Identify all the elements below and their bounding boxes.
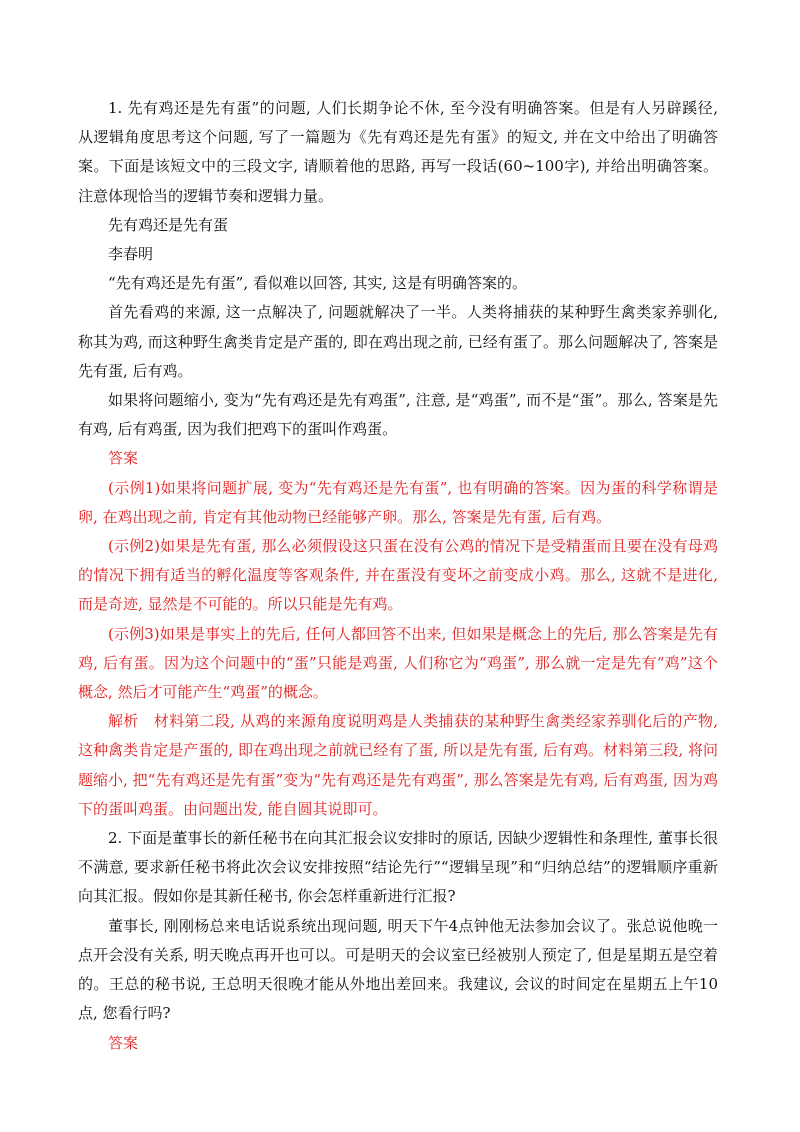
- article-title: 先有鸡还是先有蛋: [108, 215, 229, 234]
- answer-example-1: (示例1)如果将问题扩展, 变为“先有鸡还是先有蛋”, 也有明确的答案。因为蛋的科学称谓是卵, 在鸡出现之前, 肯定有其他动物已经能够产卵。那么, 答案是先有蛋, 后有鸡。: [78, 478, 718, 526]
- answer-example-2: (示例2)如果是先有蛋, 那么必须假设这只蛋在没有公鸡的情况下是受精蛋而且要在没有母鸡的情况下拥有适当的孵化温度等客观条件, 并在蛋没有变坏之前变成小鸡。那么, 这就不是进化, 而是奇迹, 显然是不可能的。所以只能是先有鸡。: [78, 537, 718, 614]
- document-body: [78, 94, 718, 1058]
- analysis-paragraph: 解析 材料第二段, 从鸡的来源角度说明鸡是人类捕获的某种野生禽类经家养驯化后的产物, 这种禽类肯定是产蛋的, 即在鸡出现之前就已经有了蛋, 所以是先有蛋, 后有鸡。材料第三段, 将问题缩小, 把“先有鸡还是先有蛋”变为“先有鸡还是先有鸡蛋”, 那么答案是先有鸡, 后有鸡蛋, 因为鸡下的蛋叫鸡蛋。由问题出发, 能自圆其说即可。: [78, 712, 718, 818]
- article-paragraph-1: “先有鸡还是先有蛋”, 看似难以回答, 其实, 这是有明确答案的。: [108, 274, 527, 293]
- question-1-stem: 1. 先有鸡还是先有蛋”的问题, 人们长期争论不休, 至今没有明确答案。但是有人另辟蹊径, 从逻辑角度思考这个问题, 写了一篇题为《先有鸡还是先有蛋》的短文, 并在文中给出了明确答案。下面是该短文中的三段文字, 请顺着他的思路, 再写一段话(60~100字), 并给出明确答案。注意体现恰当的逻辑节奏和逻辑力量。: [78, 99, 718, 205]
- answer-label-2: 答案: [108, 1033, 139, 1052]
- article-paragraph-2: 首先看鸡的来源, 这一点解决了, 问题就解决了一半。人类将捕获的某种野生禽类家养驯化, 称其为鸡, 而这种野生禽类肯定是产蛋的, 即在鸡出现之前, 已经有蛋了。那么问题解决了, 答案是先有蛋, 后有鸡。: [78, 303, 718, 380]
- answer-example-3: (示例3)如果是事实上的先后, 任何人都回答不出来, 但如果是概念上的先后, 那么答案是先有鸡, 后有蛋。因为这个问题中的“蛋”只能是鸡蛋, 人们称它为“鸡蛋”, 那么就一定是先有“鸡”这个概念, 然后才可能产生“鸡蛋”的概念。: [78, 624, 718, 702]
- question-2-passage: 董事长, 刚刚杨总来电话说系统出现问题, 明天下午4点钟他无法参加会议了。张总说他晚一点开会没有关系, 明天晚点再开也可以。可是明天的会议室已经被别人预定了, 但是星期五是空着的。王总的秘书说, 王总明天很晚才能从外地出差回来。我建议, 会议的时间定在星期五上午10点, 您看行吗?: [78, 916, 718, 1023]
- article-paragraph-3: 如果将问题缩小, 变为“先有鸡还是先有鸡蛋”, 注意, 是“鸡蛋”, 而不是“蛋”。那么, 答案是先有鸡, 后有鸡蛋, 因为我们把鸡下的蛋叫作鸡蛋。: [78, 391, 718, 439]
- answer-label-1: 答案: [108, 449, 139, 468]
- question-2-stem: 2. 下面是董事长的新任秘书在向其汇报会议安排时的原话, 因缺少逻辑性和条理性, 董事长很不满意, 要求新任秘书将此次会议安排按照“结论先行”“逻辑呈现”和“归纳总结”的逻辑顺序重新向其汇报。假如你是其新任秘书, 你会怎样重新进行汇报?: [78, 829, 718, 906]
- article-author: 李春明: [108, 245, 154, 264]
